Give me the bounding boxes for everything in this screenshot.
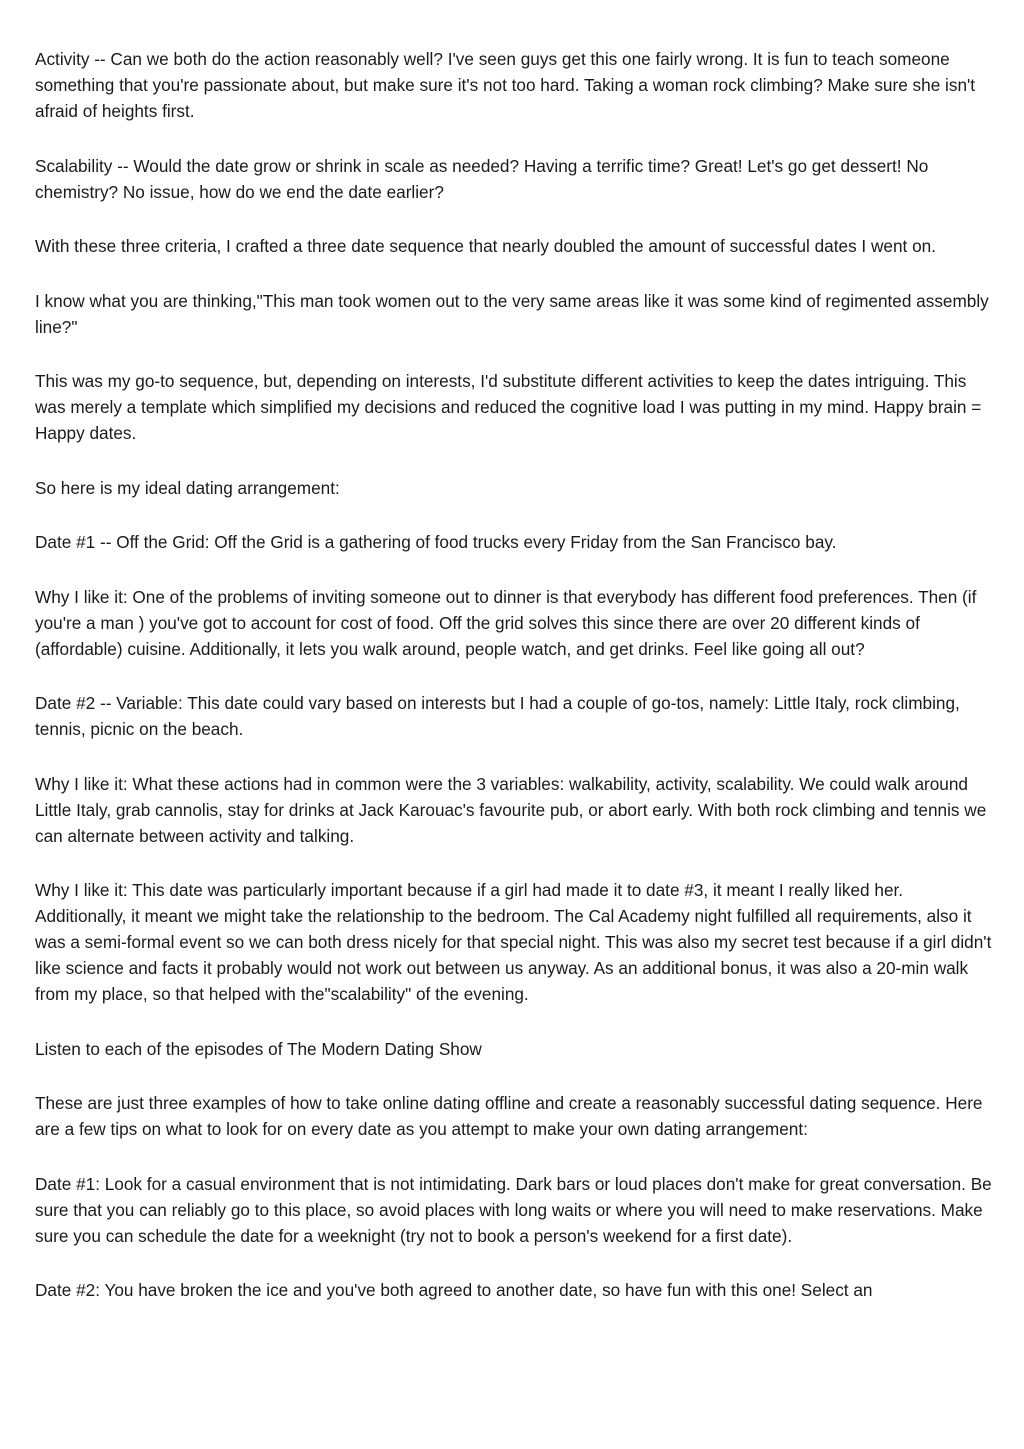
paragraph-modern-dating-show: Listen to each of the episodes of The Modern Dating Show bbox=[35, 1038, 482, 1059]
paragraph-activity: Activity -- Can we both do the action reasonably well? I've seen guys get this one fairly wrong. It is fun to teach someone something that you're passionate about, but make sure it's not too hard. Taking a woman rock climbing? Make sure she isn't afraid of heights first. bbox=[35, 49, 976, 121]
paragraph-why-date-3: Why I like it: This date was particularly important because if a girl had made it to date #3, it meant I really liked her. Additionally, it meant we might take the relationship to the bedroom. The Cal Academy night fulfilled all requirements, also it was a semi-formal event so we can both dress nicely for that special night. This was also my secret test because if a girl didn't like science and facts it probably would not work out between us anyway. As an additional bonus, it was also a 20-min walk from my place, so that helped with the"scalability" of the evening. bbox=[35, 880, 992, 1004]
paragraph-three-criteria: With these three criteria, I crafted a three date sequence that nearly doubled the amount of successful dates I went on. bbox=[35, 236, 936, 256]
paragraph-scalability: Scalability -- Would the date grow or shrink in scale as needed? Having a terrific time? Great! Let's go get dessert! No chemistry? No issue, how do we end the date earlier? bbox=[35, 155, 929, 202]
paragraph-three-examples: These are just three examples of how to take online dating offline and create a reasonably successful dating sequence. Here are a few tips on what to look for on every date as you attempt to make your own dating arrangement: bbox=[35, 1093, 983, 1139]
paragraph-what-you-are-thinking: I know what you are thinking,"This man took women out to the very same areas like it was some kind of regimented assembly line?" bbox=[35, 290, 989, 337]
paragraph-why-date-2: Why I like it: What these actions had in common were the 3 variables: walkability, activity, scalability. We could walk around Little Italy, grab cannolis, stay for drinks at Jack Karouac's favourite pub, or abort early. With both rock climbing and tennis we can alternate between activity and talking. bbox=[35, 773, 987, 846]
paragraph-tip-date-1: Date #1: Look for a casual environment that is not intimidating. Dark bars or loud places don't make for great conversation. Be sure that you can reliably go to this place, so avoid places with long waits or where you will need to make reservations. Make sure you can schedule the date for a weeknight (try not to book a person's weekend for a first date). bbox=[35, 1173, 992, 1246]
paragraph-date-2-variable: Date #2 -- Variable: This date could vary based on interests but I had a couple of go-tos, namely: Little Italy, rock climbing, tennis, picnic on the beach. bbox=[35, 693, 960, 739]
paragraph-why-date-1: Why I like it: One of the problems of inviting someone out to dinner is that everybody has different food preferences. Then (if you're a man ) you've got to account for cost of food. Off the grid solves this since there are over 20 different kinds of (affordable) cuisine. Additionally, it lets you walk around, people watch, and get drinks. Feel like going all out? bbox=[35, 586, 977, 659]
paragraph-tip-date-2: Date #2: You have broken the ice and you've both agreed to another date, so have fun with this one! Select an bbox=[35, 1280, 873, 1300]
paragraph-go-to-sequence: This was my go-to sequence, but, depending on interests, I'd substitute different activities to keep the dates intriguing. This was merely a template which simplified my decisions and reduced the cognitive load I was putting in my mind. Happy brain = Happy dates. bbox=[35, 371, 982, 443]
document-body bbox=[35, 46, 993, 1332]
paragraph-ideal-arrangement: So here is my ideal dating arrangement: bbox=[35, 477, 340, 498]
paragraph-date-1-off-the-grid: Date #1 -- Off the Grid: Off the Grid is a gathering of food trucks every Friday from the San Francisco bay. bbox=[35, 532, 837, 552]
